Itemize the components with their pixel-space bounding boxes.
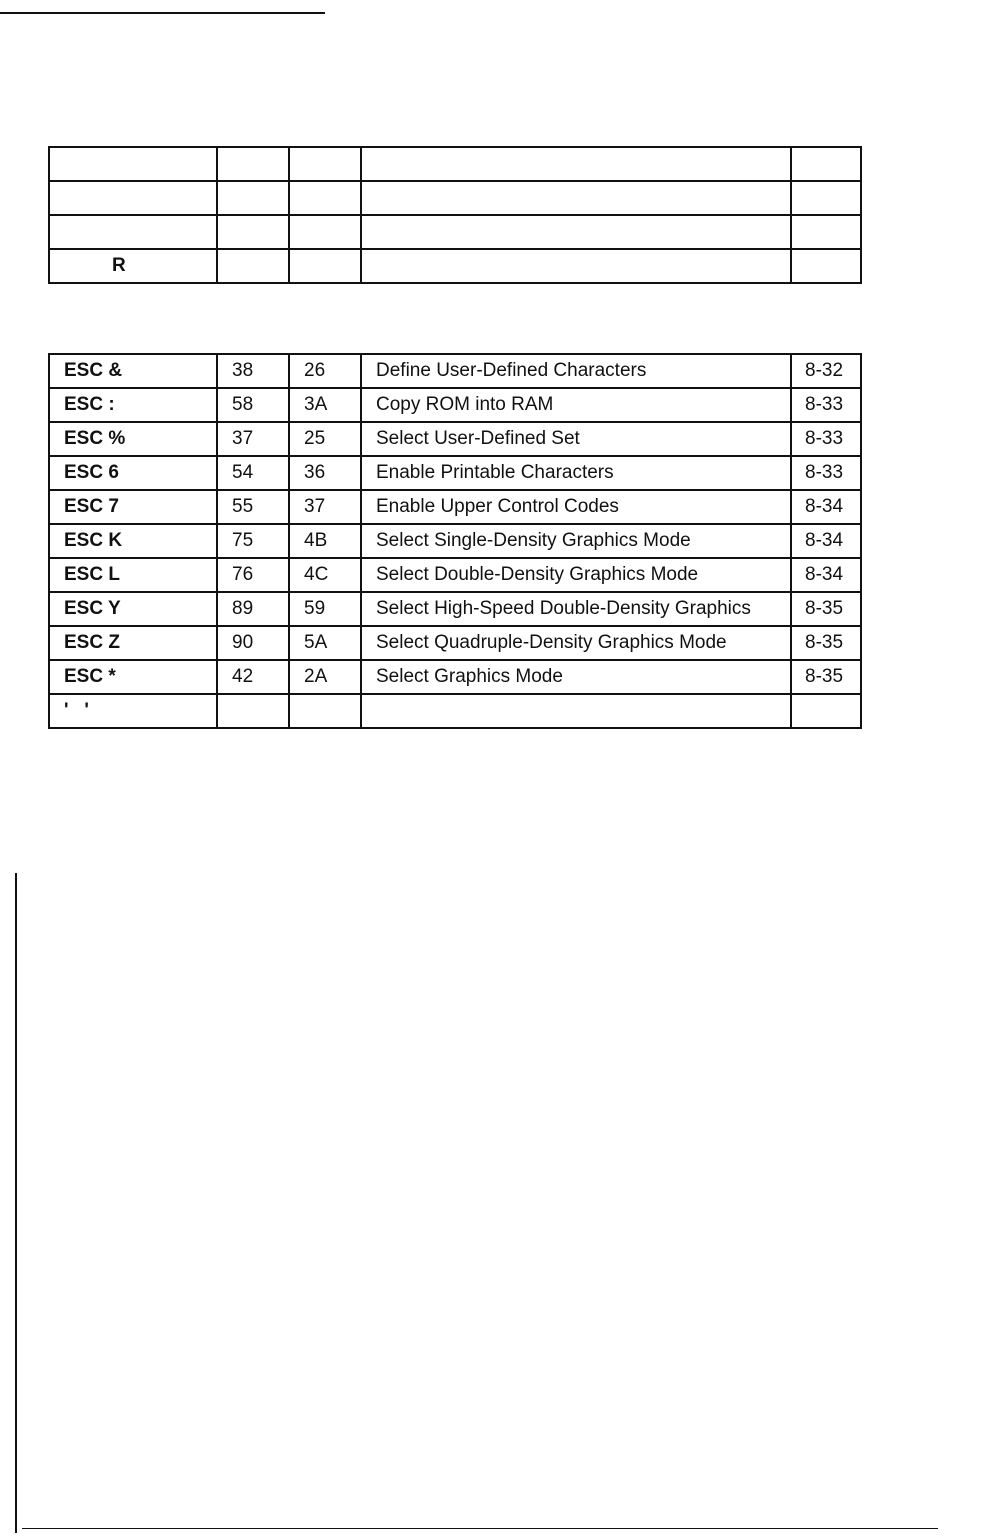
decimal-value: 89	[217, 592, 289, 626]
table-row	[49, 524, 861, 558]
table-row	[49, 626, 861, 660]
command-code: ESC Z	[49, 626, 217, 660]
command-code	[49, 215, 217, 249]
top-rule	[0, 12, 325, 14]
page-reference: 8-35	[791, 660, 861, 694]
hex-value	[289, 147, 361, 181]
decimal-value: 58	[217, 388, 289, 422]
table-row	[49, 558, 861, 592]
decimal-value: 54	[217, 456, 289, 490]
hex-value	[289, 249, 361, 283]
command-code	[49, 147, 217, 181]
table-row	[49, 354, 861, 388]
table-row	[49, 660, 861, 694]
command-code: ESC %	[49, 422, 217, 456]
decimal-value	[217, 147, 289, 181]
decimal-value	[217, 249, 289, 283]
hex-value: 4C	[289, 558, 361, 592]
page-reference	[791, 181, 861, 215]
page-reference: 8-33	[791, 422, 861, 456]
command-code: ESC &	[49, 354, 217, 388]
table-row	[49, 456, 861, 490]
command-description	[361, 181, 791, 215]
hex-value: 4B	[289, 524, 361, 558]
decimal-value: 55	[217, 490, 289, 524]
decimal-value	[217, 694, 289, 728]
command-code	[49, 181, 217, 215]
hex-value: 2A	[289, 660, 361, 694]
command-description: Define User-Defined Characters	[361, 354, 791, 388]
table-row	[49, 388, 861, 422]
command-description: Select User-Defined Set	[361, 422, 791, 456]
command-description	[361, 694, 791, 728]
command-table-upper	[48, 146, 862, 284]
command-code: R	[49, 249, 217, 283]
table-row	[49, 249, 861, 283]
command-code: ESC L	[49, 558, 217, 592]
command-description	[361, 249, 791, 283]
command-code: ESC 6	[49, 456, 217, 490]
page-reference: 8-34	[791, 524, 861, 558]
page-reference: 8-33	[791, 388, 861, 422]
page-reference: 8-34	[791, 558, 861, 592]
hex-value: 3A	[289, 388, 361, 422]
page-reference: 8-35	[791, 592, 861, 626]
hex-value	[289, 181, 361, 215]
command-description: Select Quadruple-Density Graphics Mode	[361, 626, 791, 660]
decimal-value: 90	[217, 626, 289, 660]
hex-value: 26	[289, 354, 361, 388]
hex-value: 5A	[289, 626, 361, 660]
decimal-value	[217, 181, 289, 215]
decimal-value: 75	[217, 524, 289, 558]
left-margin-rule	[15, 873, 17, 1533]
hex-value: 25	[289, 422, 361, 456]
command-code: ESC 7	[49, 490, 217, 524]
command-description	[361, 147, 791, 181]
command-table-lower	[48, 353, 862, 729]
table-row	[49, 422, 861, 456]
command-description	[361, 215, 791, 249]
table-row	[49, 592, 861, 626]
bottom-rule	[22, 1528, 938, 1529]
decimal-value: 42	[217, 660, 289, 694]
table-row	[49, 694, 861, 728]
decimal-value: 76	[217, 558, 289, 592]
command-code: ESC *	[49, 660, 217, 694]
hex-value: 37	[289, 490, 361, 524]
command-code: ESC K	[49, 524, 217, 558]
command-code: ESC :	[49, 388, 217, 422]
page-reference: 8-35	[791, 626, 861, 660]
hex-value	[289, 215, 361, 249]
decimal-value: 38	[217, 354, 289, 388]
decimal-value	[217, 215, 289, 249]
command-description: Enable Printable Characters	[361, 456, 791, 490]
page-reference: 8-34	[791, 490, 861, 524]
hex-value	[289, 694, 361, 728]
command-description: Select Graphics Mode	[361, 660, 791, 694]
command-description: Enable Upper Control Codes	[361, 490, 791, 524]
command-description: Copy ROM into RAM	[361, 388, 791, 422]
page-reference	[791, 215, 861, 249]
table-row	[49, 215, 861, 249]
hex-value: 36	[289, 456, 361, 490]
decimal-value: 37	[217, 422, 289, 456]
table-row	[49, 181, 861, 215]
page-reference	[791, 694, 861, 728]
table-row	[49, 147, 861, 181]
page-reference: 8-33	[791, 456, 861, 490]
command-code: ' '	[49, 694, 217, 728]
page-reference: 8-32	[791, 354, 861, 388]
command-description: Select Single-Density Graphics Mode	[361, 524, 791, 558]
command-description: Select High-Speed Double-Density Graphics	[361, 592, 791, 626]
table-row	[49, 490, 861, 524]
hex-value: 59	[289, 592, 361, 626]
command-code: ESC Y	[49, 592, 217, 626]
page-reference	[791, 147, 861, 181]
page-reference	[791, 249, 861, 283]
command-description: Select Double-Density Graphics Mode	[361, 558, 791, 592]
